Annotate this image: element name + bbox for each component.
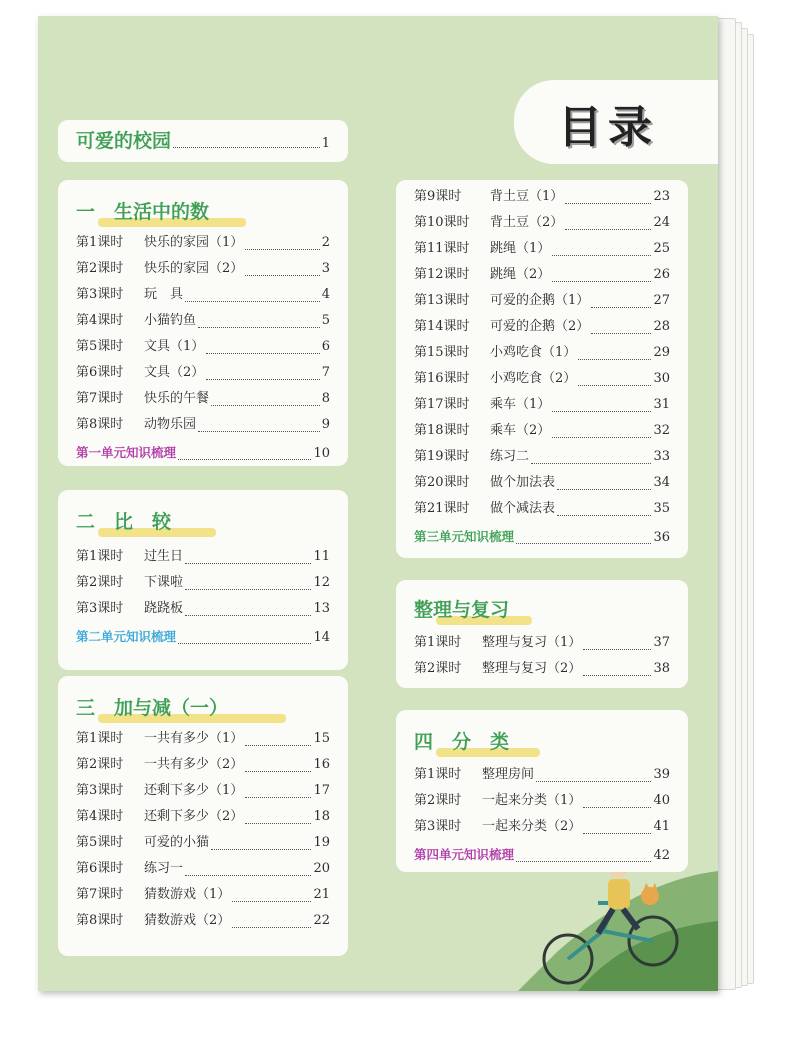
lesson-number: 第9课时	[414, 189, 462, 204]
lesson-number: 第14课时	[414, 319, 470, 334]
entry-page: 27	[653, 293, 670, 308]
toc-entry[interactable]	[414, 498, 670, 520]
toc-entry[interactable]	[76, 754, 330, 776]
toc-entry[interactable]	[414, 394, 670, 416]
card-unit4	[396, 710, 688, 872]
toc-entry[interactable]	[76, 832, 330, 854]
entry-page: 18	[313, 809, 330, 824]
entry-page: 34	[653, 475, 670, 490]
lesson-title: 还剩下多少（1）	[144, 783, 244, 798]
lesson-number: 第4课时	[76, 313, 124, 328]
card-unit1	[58, 180, 348, 466]
toc-entry[interactable]	[414, 290, 670, 312]
toc-entry[interactable]	[76, 572, 330, 594]
entry-page: 16	[313, 757, 330, 772]
toc-entry[interactable]	[414, 764, 670, 786]
lesson-title: 乘车（2）	[490, 423, 551, 438]
entry-page: 11	[313, 549, 330, 564]
lesson-title: 文具（2）	[144, 365, 205, 380]
toc-entry[interactable]	[414, 816, 670, 838]
toc-entry[interactable]	[414, 342, 670, 364]
lesson-number: 第2课时	[414, 661, 462, 676]
entry-page: 3	[321, 261, 330, 276]
review-title: 第二单元知识梳理	[76, 629, 177, 644]
lesson-title: 一起来分类（1）	[482, 793, 582, 808]
entry-page: 30	[653, 371, 670, 386]
lesson-number: 第1课时	[76, 549, 124, 564]
lesson-number: 第3课时	[76, 287, 124, 302]
card-unit3-continued	[396, 180, 688, 558]
lesson-title: 整理房间	[482, 767, 535, 782]
toc-entry[interactable]	[76, 806, 330, 828]
entry-page: 25	[653, 241, 670, 256]
toc-entry[interactable]	[76, 284, 330, 306]
lesson-number: 第2课时	[76, 261, 124, 276]
lesson-title: 可爱的企鹅（1）	[490, 293, 590, 308]
lesson-number: 第6课时	[76, 365, 124, 380]
lesson-title: 快乐的家园（2）	[144, 261, 244, 276]
entry-page: 10	[313, 446, 330, 461]
entry-page: 23	[653, 189, 670, 204]
lesson-title: 背土豆（1）	[490, 189, 564, 204]
toc-entry-review[interactable]	[414, 526, 670, 548]
campus-title: 可爱的校园	[76, 130, 172, 152]
lesson-title: 一共有多少（2）	[144, 757, 244, 772]
entry-page: 8	[321, 391, 330, 406]
review-unit-title: 整理与复习	[414, 599, 510, 621]
lesson-title: 小鸡吃食（1）	[490, 345, 577, 360]
entry-page: 28	[653, 319, 670, 334]
entry-page: 20	[313, 861, 330, 876]
page-title: 目录	[558, 102, 658, 153]
entry-page: 42	[653, 848, 670, 863]
lesson-number: 第18课时	[414, 423, 470, 438]
lesson-number: 第19课时	[414, 449, 470, 464]
lesson-number: 第15课时	[414, 345, 470, 360]
lesson-number: 第5课时	[76, 339, 124, 354]
entry-page: 33	[653, 449, 670, 464]
toc-entry-review[interactable]	[414, 844, 670, 866]
lesson-title: 小鸡吃食（2）	[490, 371, 577, 386]
lesson-number: 第21课时	[414, 501, 470, 516]
lesson-title: 一共有多少（1）	[144, 731, 244, 746]
lesson-number: 第8课时	[76, 913, 124, 928]
entry-page: 4	[321, 287, 330, 302]
entry-page: 2	[321, 235, 330, 250]
toc-entry[interactable]	[76, 728, 330, 750]
lesson-number: 第2课时	[76, 575, 124, 590]
lesson-title: 整理与复习（1）	[482, 635, 582, 650]
toc-entry[interactable]	[76, 388, 330, 410]
lesson-title: 快乐的午餐	[144, 391, 210, 406]
entry-page: 6	[321, 339, 330, 354]
lesson-number: 第17课时	[414, 397, 470, 412]
toc-entry[interactable]	[76, 232, 330, 254]
toc-entry[interactable]	[76, 362, 330, 384]
entry-page: 22	[313, 913, 330, 928]
toc-entry[interactable]	[76, 546, 330, 568]
lesson-number: 第2课时	[76, 757, 124, 772]
entry-page: 19	[313, 835, 330, 850]
unit3-title: 三 加与减（一）	[76, 697, 229, 719]
entry-page: 7	[321, 365, 330, 380]
review-title: 第四单元知识梳理	[414, 847, 515, 862]
lesson-number: 第12课时	[414, 267, 470, 282]
toc-entry[interactable]	[76, 780, 330, 802]
entry-page: 35	[653, 501, 670, 516]
entry-page: 26	[653, 267, 670, 282]
toc-entry-review[interactable]	[76, 442, 330, 464]
lesson-title: 文具（1）	[144, 339, 205, 354]
toc-entry[interactable]	[76, 598, 330, 620]
lesson-number: 第13课时	[414, 293, 470, 308]
entry-page: 12	[313, 575, 330, 590]
entry-page: 14	[313, 630, 330, 645]
lesson-number: 第3课时	[76, 601, 124, 616]
entry-page: 17	[313, 783, 330, 798]
entry-page: 29	[653, 345, 670, 360]
card-unit3	[58, 676, 348, 956]
entry-page: 9	[321, 417, 330, 432]
lesson-title: 一起来分类（2）	[482, 819, 582, 834]
toc-entry[interactable]	[414, 368, 670, 390]
lesson-number: 第1课时	[414, 635, 462, 650]
book-page	[38, 16, 718, 991]
unit1-title: 一 生活中的数	[76, 201, 210, 223]
lesson-number: 第20课时	[414, 475, 470, 490]
lesson-title: 练习二	[490, 449, 530, 464]
card-review-unit	[396, 580, 688, 688]
lesson-number: 第5课时	[76, 835, 124, 850]
lesson-title: 背土豆（2）	[490, 215, 564, 230]
lesson-number: 第7课时	[76, 887, 124, 902]
toc-entry[interactable]	[414, 238, 670, 260]
toc-entry[interactable]	[76, 258, 330, 280]
lesson-title: 还剩下多少（2）	[144, 809, 244, 824]
lesson-title: 练习一	[144, 861, 184, 876]
toc-entry[interactable]	[414, 264, 670, 286]
lesson-title: 玩 具	[144, 287, 184, 302]
lesson-title: 乘车（1）	[490, 397, 551, 412]
lesson-title: 做个加法表	[490, 475, 556, 490]
entry-page: 24	[653, 215, 670, 230]
lesson-title: 做个减法表	[490, 501, 556, 516]
entry-page: 41	[653, 819, 670, 834]
unit4-title: 四 分 类	[414, 731, 510, 753]
toc-entry[interactable]	[414, 316, 670, 338]
lesson-title: 可爱的企鹅（2）	[490, 319, 590, 334]
lesson-number: 第3课时	[414, 819, 462, 834]
toc-entry[interactable]	[414, 420, 670, 442]
lesson-title: 整理与复习（2）	[482, 661, 582, 676]
entry-page: 1	[321, 136, 330, 151]
toc-entry[interactable]	[76, 310, 330, 332]
entry-page: 5	[321, 313, 330, 328]
entry-page: 32	[653, 423, 670, 438]
lesson-title: 猜数游戏（2）	[144, 913, 231, 928]
toc-entry[interactable]	[414, 658, 670, 680]
toc-entry[interactable]	[414, 790, 670, 812]
lesson-title: 下课啦	[144, 575, 184, 590]
entry-page: 15	[313, 731, 330, 746]
entry-page: 31	[653, 397, 670, 412]
lesson-title: 动物乐园	[144, 417, 197, 432]
lesson-title: 猜数游戏（1）	[144, 887, 231, 902]
toc-entry[interactable]	[76, 858, 330, 880]
lesson-title: 跳绳（1）	[490, 241, 551, 256]
card-campus	[58, 120, 348, 162]
unit2-title: 二 比 较	[76, 511, 172, 533]
lesson-number: 第16课时	[414, 371, 470, 386]
lesson-number: 第3课时	[76, 783, 124, 798]
lesson-number: 第8课时	[76, 417, 124, 432]
card-unit2	[58, 490, 348, 670]
lesson-number: 第1课时	[76, 235, 124, 250]
toc-entry[interactable]	[76, 336, 330, 358]
toc-entry[interactable]	[76, 884, 330, 906]
review-title: 第三单元知识梳理	[414, 529, 515, 544]
lesson-number: 第6课时	[76, 861, 124, 876]
lesson-number: 第11课时	[414, 241, 470, 256]
toc-entry-campus[interactable]	[76, 130, 330, 152]
lesson-title: 过生日	[144, 549, 184, 564]
entry-page: 21	[313, 887, 330, 902]
toc-entry-review[interactable]	[76, 626, 330, 648]
toc-entry[interactable]	[414, 446, 670, 468]
toc-entry[interactable]	[414, 472, 670, 494]
review-title: 第一单元知识梳理	[76, 445, 177, 460]
toc-entry[interactable]	[414, 632, 670, 654]
toc-entry[interactable]	[76, 910, 330, 932]
entry-page: 37	[653, 635, 670, 650]
toc-entry[interactable]	[76, 414, 330, 436]
lesson-number: 第7课时	[76, 391, 124, 406]
lesson-title: 可爱的小猫	[144, 835, 210, 850]
lesson-number: 第1课时	[414, 767, 462, 782]
entry-page: 40	[653, 793, 670, 808]
entry-page: 13	[313, 601, 330, 616]
lesson-number: 第1课时	[76, 731, 124, 746]
entry-page: 38	[653, 661, 670, 676]
entry-page: 39	[653, 767, 670, 782]
lesson-title: 小猫钓鱼	[144, 313, 197, 328]
lesson-number: 第2课时	[414, 793, 462, 808]
lesson-number: 第10课时	[414, 215, 470, 230]
entry-page: 36	[653, 530, 670, 545]
lesson-number: 第4课时	[76, 809, 124, 824]
toc-entry[interactable]	[414, 212, 670, 234]
lesson-title: 跳绳（2）	[490, 267, 551, 282]
page-stack-edge	[716, 18, 736, 990]
toc-entry[interactable]	[414, 186, 670, 208]
lesson-title: 快乐的家园（1）	[144, 235, 244, 250]
lesson-title: 跷跷板	[144, 601, 184, 616]
